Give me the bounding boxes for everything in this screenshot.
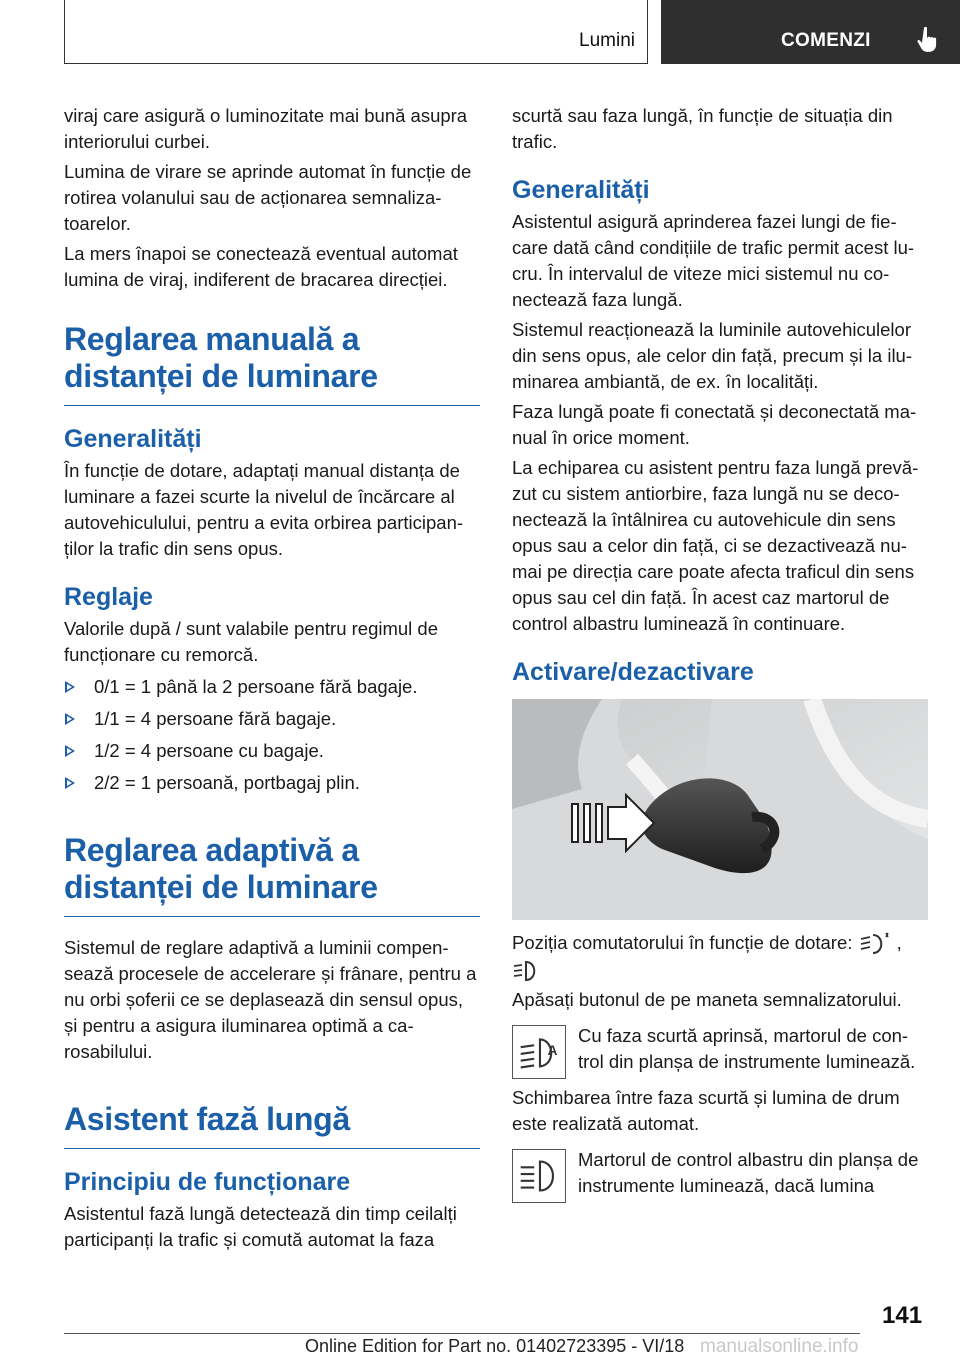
paragraph: Faza lungă poate fi conectată și deconectată ma‐nual în orice moment.	[512, 401, 917, 448]
paragraph: Martorul de control albastru din planșa de instrumente luminează, dacă lumina	[578, 1149, 919, 1197]
chapter-title: COMENZI	[781, 30, 871, 51]
list-item: 0/1 = 1 până la 2 persoane fără bagaje.	[64, 674, 480, 700]
subheading-general: Generalități	[64, 425, 202, 453]
subheading-principle: Principiu de funcționare	[64, 1168, 351, 1196]
triangle-bullet-icon	[65, 681, 75, 693]
high-beam-indicator-row	[512, 1147, 928, 1203]
paragraph: La echiparea cu asistent pentru faza lungă prevă‐zut cu sistem antiorbire, faza lungă nu se deco‐nectează la întâlnirea cu autovehicule din sens opus sau a celor din față, ci se dezactivează nu‐mai pe direcția care poate afecta traficul din sens opus sau cel din față. În acest caz martorul de control albastru luminează în continuare.	[512, 457, 919, 634]
paragraph: Cu faza scurtă aprinsă, martorul de con‐trol din planșa de instrumente luminează.	[578, 1025, 916, 1073]
paragraph: Schimbarea între faza scurtă și lumina de drum este realizată automat.	[512, 1087, 900, 1135]
list-item: 1/2 = 4 persoane cu bagaje.	[64, 738, 480, 764]
paragraph: Poziția comutatorului în funcție de dotare: ,	[512, 930, 928, 983]
paragraph: Lumina de virare se aprinde automat în funcție de rotirea volanului sau de acționarea semnaliza‐toarelor.	[64, 161, 472, 234]
paragraph: Sistemul reacționează la luminile autovehiculelor din sens opus, ale celor din față, precum și la ilu‐minarea ambiantă, de ex. în localități.	[512, 319, 913, 392]
footer-edition: Online Edition for Part no. 01402723395 - VI/18	[305, 1336, 685, 1356]
high-beam-assistant-alt-icon	[512, 959, 542, 983]
triangle-bullet-icon	[65, 745, 75, 757]
hand-pointer-icon	[916, 26, 942, 54]
triangle-bullet-icon	[65, 777, 75, 789]
subheading-general: Generalități	[512, 176, 650, 204]
section-title: Lumini	[579, 30, 635, 51]
high-beam-assistant-icon	[858, 931, 892, 957]
heading-adaptive-range: Reglarea adaptivă a distanței de luminare	[64, 832, 480, 917]
paragraph: Asistentul fază lungă detectează din timp ceilalți participanți la trafic și comută automat la faza	[64, 1203, 457, 1250]
page-number: 141	[882, 1302, 923, 1329]
watermark: manualsonline.info	[700, 1336, 859, 1357]
low-beam-indicator-row	[512, 1023, 928, 1079]
paragraph: La mers înapoi se conectează eventual automat lumina de viraj, indiferent de bracarea direcției.	[64, 243, 458, 290]
subheading-activation: Activare/dezactivare	[512, 658, 754, 686]
svg-text:A: A	[547, 1043, 558, 1059]
list-item: 2/2 = 1 persoană, portbagaj plin.	[64, 770, 480, 796]
paragraph: În funcție de dotare, adaptați manual distanța de luminare a fazei scurte la nivelul de încărcare al autovehiculului, pentru a evita orbirea participan‐ților la trafic din sens opus.	[64, 460, 464, 559]
left-column	[64, 103, 480, 1257]
footer-divider	[64, 1333, 860, 1334]
subheading-settings: Reglaje	[64, 583, 153, 611]
right-column	[512, 103, 928, 1209]
settings-list	[64, 674, 480, 796]
turn-signal-lever-photo	[512, 699, 928, 920]
paragraph: viraj care asigură o luminozitate mai bună asupra interiorului curbei.	[64, 105, 468, 152]
paragraph: Apăsați butonul de pe maneta semnalizatorului.	[512, 989, 902, 1011]
triangle-bullet-icon	[65, 713, 75, 725]
heading-high-beam-assistant: Asistent fază lungă	[64, 1101, 480, 1149]
low-beam-auto-indicator-icon	[512, 1025, 566, 1079]
paragraph: Sistemul de reglare adaptivă a luminii compen‐sează procesele de accelerare și frânare, pentru a nu orbi șoferii ce se deplasează din sensul opus, și pentru a asigura iluminarea optimă a ca‐rosabilului.	[64, 937, 477, 1062]
heading-manual-range: Reglarea manuală a distanței de luminare	[64, 321, 480, 406]
high-beam-indicator-icon	[512, 1149, 566, 1203]
paragraph: Asistentul asigură aprinderea fazei lungi de fie‐care dată când condițiile de trafic permit acest lu‐cru. În intervalul de viteze mici sistemul nu co‐nectează faza lungă.	[512, 211, 915, 310]
header-chapter-tab	[661, 0, 960, 64]
paragraph: scurtă sau faza lungă, în funcție de situația din trafic.	[512, 105, 893, 152]
list-item: 1/1 = 4 persoane fără bagaje.	[64, 706, 480, 732]
paragraph: Valorile după / sunt valabile pentru regimul de funcționare cu remorcă.	[64, 618, 438, 665]
header-section-tab	[64, 0, 648, 64]
